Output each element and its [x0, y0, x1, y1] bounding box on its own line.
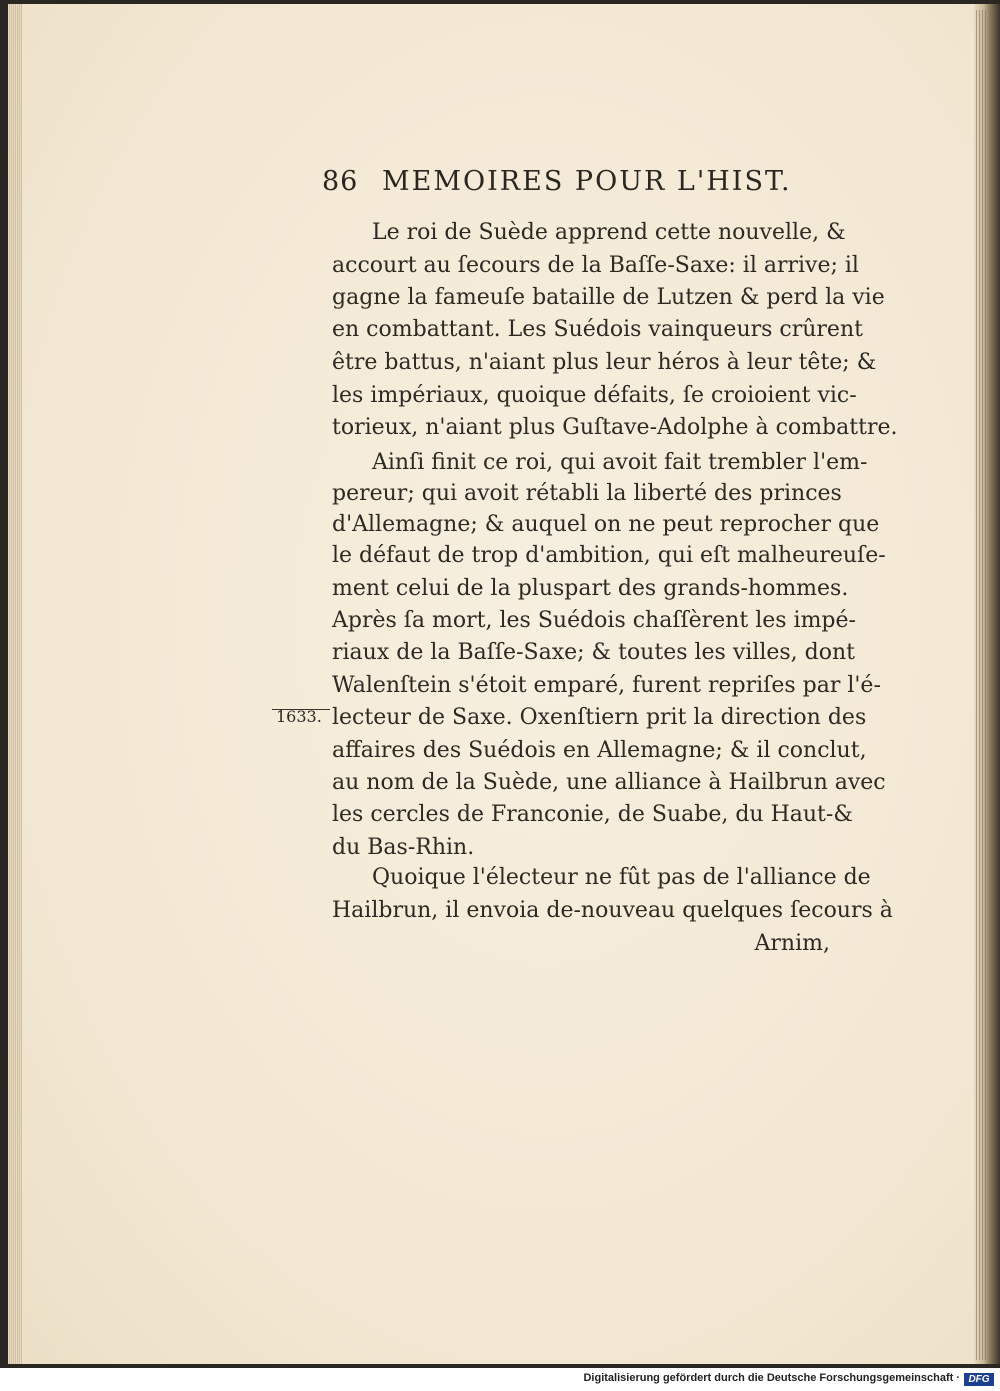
page-edges-right — [976, 10, 988, 1360]
page-edges-left — [8, 4, 22, 1364]
funding-credit: Digitalisierung gefördert durch die Deutsche Forschungsgemeinschaft · — [583, 1372, 960, 1384]
text-line: affaires des Suédois en Allemagne; & il conclut, — [332, 738, 867, 763]
text-line: du Bas-Rhin. — [332, 835, 475, 860]
text-line: en combattant. Les Suédois vainqueurs crûrent — [332, 317, 863, 342]
text-line: au nom de la Suède, une alliance à Hailbrun avec — [332, 770, 886, 795]
text-line: d'Allemagne; & auquel on ne peut reprocher que — [332, 512, 880, 537]
text-line: Walenſtein s'étoit emparé, furent repriſes par l'é- — [332, 673, 881, 698]
text-line: les cercles de Franconie, de Suabe, du Haut-& — [332, 802, 853, 827]
text-line: être battus, n'aiant plus leur héros à leur tête; & — [332, 350, 877, 375]
text-line: Le roi de Suède apprend cette nouvelle, & — [372, 220, 846, 245]
text-line: ment celui de la pluspart des grands-hommes. — [332, 576, 849, 601]
page-number: 86 — [322, 166, 359, 197]
dfg-logo: DFG — [964, 1373, 994, 1386]
text-line: torieux, n'aiant plus Guſtave-Adolphe à combattre. — [332, 415, 898, 440]
text-line: les impériaux, quoique défaits, ſe croioient vic- — [332, 383, 857, 408]
text-line: riaux de la Baſſe-Saxe; & toutes les villes, dont — [332, 640, 856, 665]
text-line: pereur; qui avoit rétabli la liberté des princes — [332, 481, 842, 506]
text-line: Ainſi finit ce roi, qui avoit fait trembler l'em- — [372, 450, 868, 475]
running-header — [322, 166, 834, 197]
text-line: Quoique l'électeur ne fût pas de l'alliance de — [372, 865, 871, 890]
text-line: accourt au ſecours de la Baſſe-Saxe: il arrive; il — [332, 253, 859, 278]
text-line: gagne la fameuſe bataille de Lutzen & perd la vie — [332, 285, 885, 310]
text-line: le défaut de trop d'ambition, qui eſt malheureuſe- — [332, 543, 886, 568]
text-line: lecteur de Saxe. Oxenſtiern prit la direction des — [332, 705, 867, 730]
text-line: Après ſa mort, les Suédois chaſſèrent les impé- — [332, 608, 856, 633]
running-head-title: MEMOIRES POUR L'HIST. — [382, 166, 792, 197]
text-line: Hailbrun, il envoia de-nouveau quelques ſecours à — [332, 898, 893, 923]
catchword: Arnim, — [754, 931, 830, 956]
margin-year-note: 1633. — [276, 707, 322, 726]
